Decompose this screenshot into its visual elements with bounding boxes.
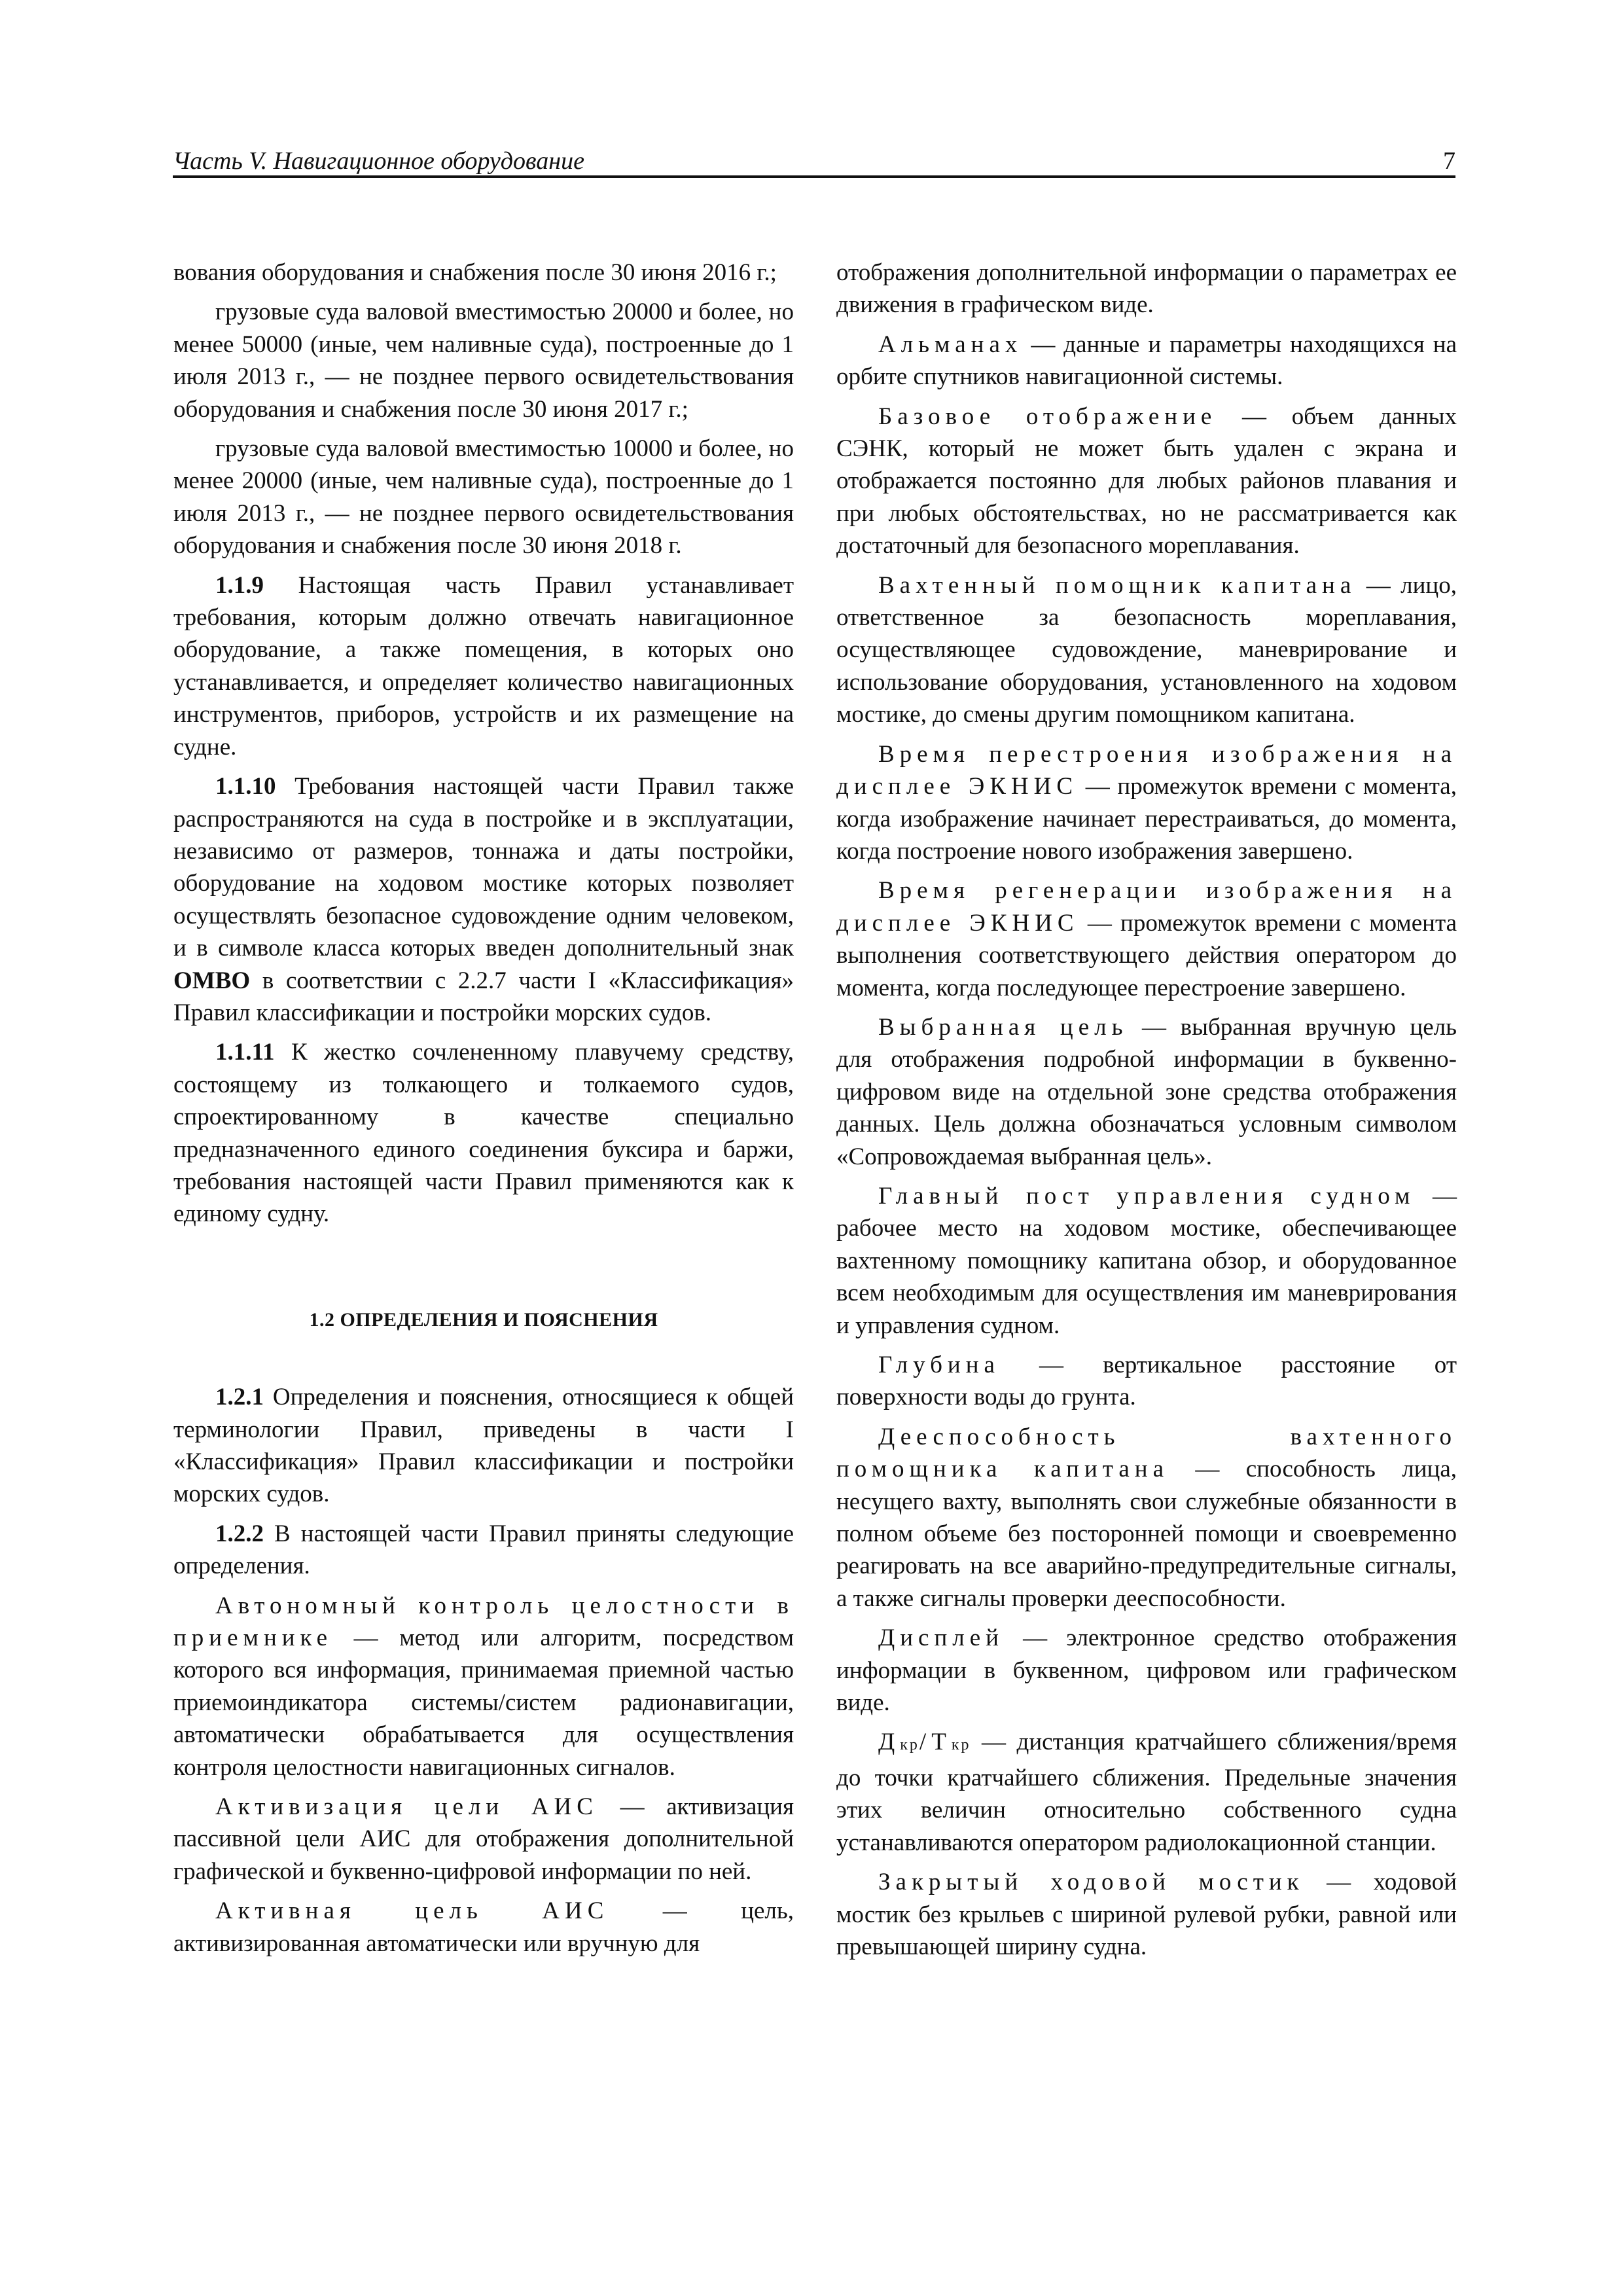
- definition-term: Глубина: [878, 1352, 1000, 1378]
- clause-1-2-1: [173, 1381, 794, 1511]
- clause-number: 1.2.2: [215, 1520, 264, 1547]
- definition-text: — электронное средство отображения информации в буквенном, цифровом или графическом виде.: [836, 1624, 1457, 1717]
- definition-term: Вахтенный помощник капитана: [878, 571, 1357, 599]
- part-title: Часть V. Навигационное оборудование: [173, 147, 584, 175]
- class-mark: OMBO: [173, 967, 251, 994]
- definition-text: — активизация пассивной цели АИС для отображения дополнительной графической и буквенно-цифровой информации по ней.: [173, 1793, 794, 1885]
- clause-text: К жестко сочлененному плавучему средству, состоящему из толкающего и толкаемого судов, спроектированному в качестве специально предназначенного единого соединения буксира и баржи, требования настоящей части Правил применяются как к единому судну.: [173, 1039, 794, 1228]
- definition-term: Время перестроения изображения на дисплее ЭКНИС: [836, 740, 1457, 800]
- definition-text: — данные и параметры находящихся на орбите спутников навигационной системы.: [836, 331, 1457, 391]
- definition: [173, 1895, 794, 1960]
- section-heading: 1.2 ОПРЕДЕЛЕНИЯ И ПОЯСНЕНИЯ: [309, 1308, 658, 1331]
- clause-number: 1.1.10: [215, 773, 276, 800]
- clause-1-2-2: [173, 1518, 794, 1583]
- left-column: [173, 257, 794, 1967]
- definition: [836, 1622, 1457, 1719]
- definition-term: Активная цель АИС: [215, 1897, 609, 1925]
- term-subscript: кр: [900, 1736, 919, 1754]
- definition: [173, 1791, 794, 1888]
- definition: [836, 569, 1457, 731]
- clause-number: 1.2.1: [215, 1384, 264, 1411]
- definition-term: Время регенерации изображения на дисплее ЭКНИС: [836, 877, 1457, 937]
- definition-text: — лицо, ответственное за безопасность мореплавания, осуществляющее судовождение, маневрирование и использование оборудования, установленного на ходовом мостике, до смены другим помощником капитана.: [836, 571, 1457, 728]
- definition: [836, 1421, 1457, 1615]
- definition: [836, 329, 1457, 393]
- definition-text: — выбранная вручную цель для отображения подробной информации в буквенно-цифровом виде на отдельной зоне средства отображения данных. Цель должна обозначаться условным символом «Сопровождаемая выбранная цель».: [836, 1013, 1457, 1170]
- definition-term: Базовое отображение: [878, 403, 1217, 430]
- clause-1-1-11: [173, 1036, 794, 1230]
- paragraph: вования оборудования и снабжения после 30 июня 2016 г.;: [173, 259, 777, 286]
- definition: [836, 874, 1457, 1004]
- clause-text: Настоящая часть Правил устанавливает требования, которым должно отвечать навигационное оборудование, а также помещения, в которых оно устанавливается, и определяет количество навигационных инструментов, приборов, устройств и их размещение на судне.: [173, 571, 794, 761]
- term-letter: Д: [878, 1729, 901, 1756]
- definition-term: Выбранная цель: [878, 1013, 1128, 1041]
- definition-term: Главный пост управления судном: [878, 1182, 1416, 1210]
- definition: [836, 1180, 1457, 1342]
- clause-text: Требования настоящей части Правил также распространяются на суда в постройке и в эксплуатации, независимо от размеров, тоннажа и даты постройки, оборудование на ходовом мостике которых позволяет осуществлять безопасное судовождение одним человеком, и в символе класса которых введен дополнительный знак: [173, 773, 794, 962]
- definition-term: Дееспособность вахтенного помощника капитана: [836, 1423, 1457, 1483]
- definition-text: — вертикальное расстояние от поверхности воды до грунта.: [836, 1352, 1457, 1411]
- definition-term: Дисплей: [878, 1624, 1004, 1652]
- definition-term: Закрытый ходовой мостик: [878, 1869, 1304, 1896]
- term-letter: /Т: [919, 1729, 952, 1756]
- definition: [836, 1726, 1457, 1859]
- definition: [173, 1590, 794, 1784]
- paragraph: грузовые суда валовой вместимостью 20000 и более, но менее 50000 (иные, чем наливные суда), построенные до 1 июля 2013 г., — не позднее первого освидетельствования оборудования и снабжения после 30 июня 2017 г.;: [173, 298, 794, 423]
- clause-number: 1.1.9: [215, 571, 264, 599]
- paragraph: грузовые суда валовой вместимостью 10000 и более, но менее 20000 (иные, чем наливные суда), построенные до 1 июля 2013 г., — не позднее первого освидетельствования оборудования и снабжения после 30 июня 2018 г.: [173, 435, 794, 560]
- definition-text: — дистанция кратчайшего сближения/время до точки кратчайшего сближения. Предельные значения этих величин относительно собственного судна устанавливаются оператором радиолокационной станции.: [836, 1729, 1457, 1856]
- clause-text: Определения и пояснения, относящиеся к общей терминологии Правил, приведены в части I «Классификация» Правил классификации и постройки морских судов.: [173, 1384, 794, 1508]
- definition-text: — ходовой мостик без крыльев с шириной рулевой рубки, равной или превышающей ширину судна.: [836, 1869, 1457, 1960]
- definition-text: — метод или алгоритм, посредством которого вся информация, принимаемая приемной частью приемоиндикатора системы/систем радионавигации, автоматически обрабатывается для осуществления контроля целостности навигационных сигналов.: [173, 1624, 794, 1781]
- clause-1-1-9: [173, 569, 794, 763]
- definition-term: Автономный контроль целостности в приемнике: [173, 1592, 794, 1652]
- paragraph: отображения дополнительной информации о параметрах ее движения в графическом виде.: [836, 259, 1457, 319]
- definition-text: — промежуток времени с момента, когда изображение начинает перестраиваться, до момента, когда построение нового изображения завершено.: [836, 773, 1457, 865]
- definition-text: — цель, активизированная автоматически или вручную для: [173, 1897, 794, 1957]
- clause-number: 1.1.11: [215, 1039, 275, 1066]
- definition: [836, 1866, 1457, 1963]
- definition-term: Активизация цели АИС: [215, 1793, 598, 1821]
- header-rule: [173, 175, 1455, 178]
- definition-text: — промежуток времени с момента выполнения соответствующего действия оператором до момента, когда последующее перестроение завершено.: [836, 909, 1457, 1001]
- clause-text: в соответствии с 2.2.7 части I «Классификация» Правил классификации и постройки морских судов.: [173, 967, 794, 1026]
- clause-1-1-10: [173, 770, 794, 1029]
- definition: [836, 1349, 1457, 1414]
- definition: [836, 401, 1457, 562]
- right-column: [836, 257, 1457, 1970]
- definition: [836, 738, 1457, 868]
- definition-text: — способность лица, несущего вахту, выполнять свои служебные обязанности в полном объеме без посторонней помощи и своевременно реагировать на все аварийно-предупредительные сигналы, а также сигналы проверки дееспособности.: [836, 1456, 1457, 1612]
- page-number: 7: [1443, 147, 1455, 175]
- clause-text: В настоящей части Правил приняты следующие определения.: [173, 1520, 794, 1580]
- definition-term: [878, 1729, 971, 1755]
- definition-term: Альманах: [878, 331, 1023, 358]
- definition-text: — объем данных СЭНК, который не может быть удален с экрана и отображается постоянно для любых районов плавания и при любых обстоятельствах, но не рассматривается как достаточный для безопасного мореплавания.: [836, 403, 1457, 560]
- definition-text: — рабочее место на ходовом мостике, обеспечивающее вахтенному помощнику капитана обзор, и оборудованное всем необходимым для осуществления им маневрирования и управления судном.: [836, 1182, 1457, 1339]
- term-subscript: кр: [951, 1736, 971, 1754]
- definition: [836, 1011, 1457, 1173]
